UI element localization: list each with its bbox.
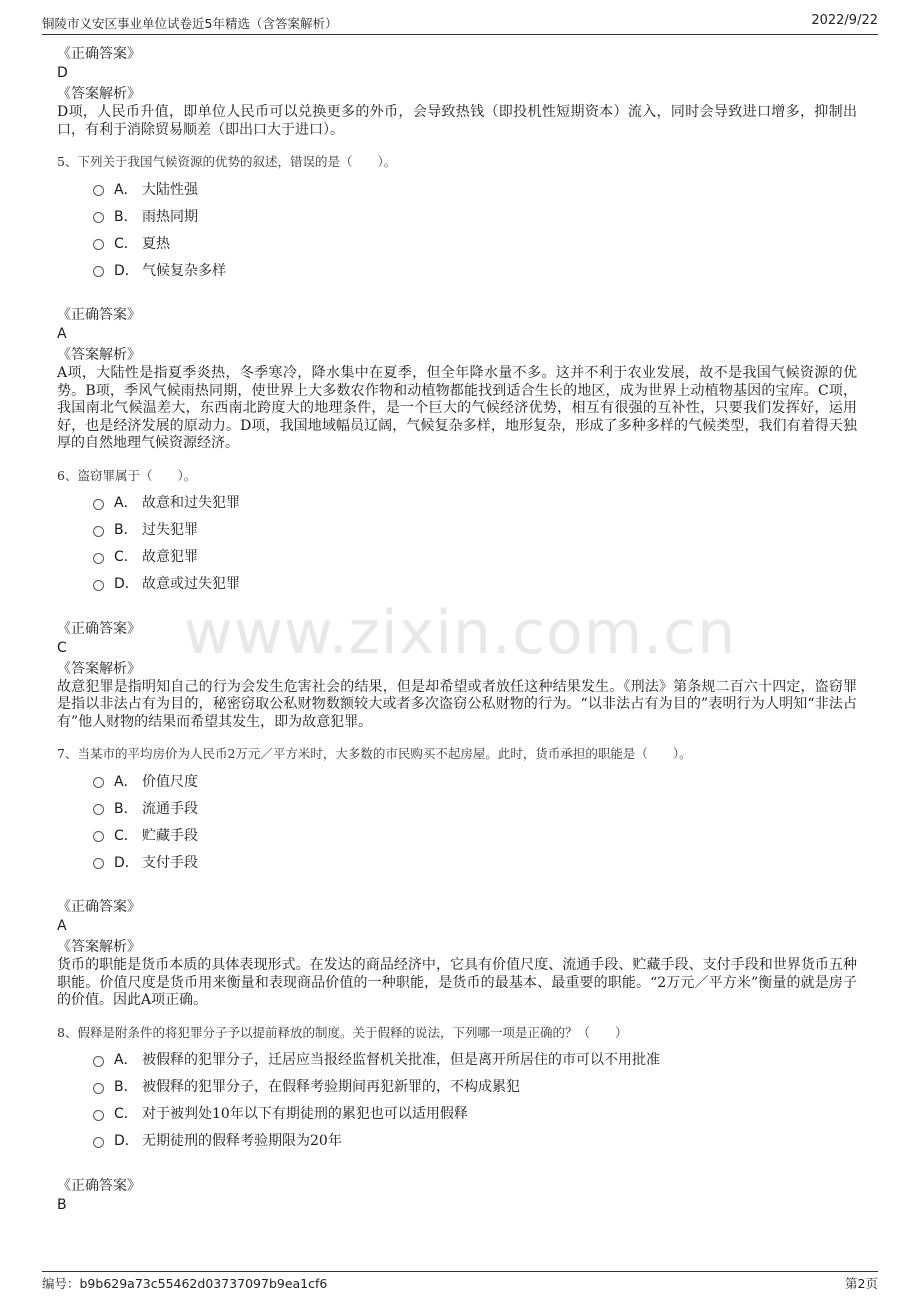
document-title: 铜陵市义安区事业单位试卷近5年精选（含答案解析）: [42, 16, 338, 31]
question-8-options: [93, 1046, 857, 1154]
option-text: 贮藏手段: [142, 827, 198, 844]
correct-answer-label: 《正确答案》: [57, 899, 141, 915]
option-letter: B．: [114, 1079, 138, 1095]
radio-icon[interactable]: [93, 266, 104, 277]
document-code: 编号：b9b629a73c55462d03737097b9ea1cf6: [42, 1276, 328, 1291]
option-b[interactable]: [93, 516, 857, 543]
option-a[interactable]: [93, 1046, 857, 1073]
option-b[interactable]: [93, 794, 857, 821]
correct-answer: D: [57, 65, 68, 81]
question-8: 8、假释是附条件的将犯罪分子予以提前释放的制度。关于假释的说法，下列哪一项是正确的？（ ）: [57, 1024, 628, 1040]
option-text: 故意犯罪: [142, 549, 198, 565]
page-number: 第2页: [845, 1276, 878, 1291]
radio-icon[interactable]: [93, 777, 104, 788]
option-letter: D．: [114, 262, 139, 279]
analysis-text: A项，大陆性是指夏季炎热，冬季寒冷，降水集中在夏季，但全年降水量不多。这并不利于农业发展，故不是我国气候资源的优势。B项，季风气候雨热同期，使世界上大多数农作物和动植物都能找到适合生长的地区，成为世界上动植物基因的宝库。C项，我国南北气候温差大，东西南北跨度大的地理条件，是一个巨大的气候经济优势，相互有很强的互补性，只要我们发挥好，运用好，也是经济发展的原动力。D项，我国地域幅员辽阔，气候复杂多样，地形复杂，形成了多种多样的气候类型，我们有着得天独厚的自然地理气候资源经济。: [57, 365, 857, 451]
question-7-options: [93, 767, 857, 875]
option-text: 被假释的犯罪分子，在假释考验期间再犯新罪的，不构成累犯: [142, 1079, 520, 1095]
option-text: 夏热: [142, 235, 170, 252]
option-a[interactable]: [93, 489, 857, 516]
page-footer: [42, 1271, 878, 1294]
radio-icon[interactable]: [93, 499, 104, 510]
option-text: 气候复杂多样: [142, 262, 226, 279]
radio-icon[interactable]: [93, 526, 104, 537]
option-text: 对于被判处10年以下有期徒刑的累犯也可以适用假释: [142, 1106, 468, 1122]
option-text: 大陆性强: [142, 181, 198, 198]
option-letter: A．: [114, 1052, 138, 1068]
analysis-label: 《答案解析》: [57, 347, 141, 363]
option-c[interactable]: [93, 543, 857, 570]
option-text: 无期徒刑的假释考验期限为20年: [142, 1133, 342, 1149]
radio-icon[interactable]: [93, 185, 104, 196]
option-letter: A．: [114, 495, 138, 511]
option-letter: A．: [114, 181, 138, 198]
radio-icon[interactable]: [93, 1137, 104, 1148]
option-letter: A．: [114, 773, 138, 790]
document-date: 2022/9/22: [811, 13, 878, 28]
watermark: www.zixin.com.cn: [183, 598, 737, 668]
option-c[interactable]: [93, 1100, 857, 1127]
option-letter: D．: [114, 1133, 139, 1149]
analysis-label: 《答案解析》: [57, 86, 141, 102]
page-header: [42, 12, 878, 35]
option-letter: C．: [114, 1106, 138, 1122]
analysis-text: 货币的职能是货币本质的具体表现形式。在发达的商品经济中，它具有价值尺度、流通手段、贮藏手段、支付手段和世界货币五种职能。价值尺度是货币用来衡量和表现商品价值的一种职能，是货币的最基本、最重要的职能。“2万元／平方米”衡量的就是房子的价值。因此A项正确。: [57, 957, 857, 1008]
option-text: 过失犯罪: [142, 522, 198, 538]
option-d[interactable]: [93, 570, 857, 597]
option-letter: D．: [114, 854, 139, 871]
option-text: 雨热同期: [142, 208, 198, 225]
radio-icon[interactable]: [93, 580, 104, 591]
option-text: 价值尺度: [142, 773, 198, 790]
question-5: 5、下列关于我国气候资源的优势的叙述，错误的是（ ）。: [57, 154, 397, 169]
option-text: 被假释的犯罪分子，迁居应当报经监督机关批准，但是离开所居住的市可以不用批准: [142, 1052, 660, 1068]
option-text: 故意和过失犯罪: [142, 495, 240, 511]
radio-icon[interactable]: [93, 1110, 104, 1121]
radio-icon[interactable]: [93, 1083, 104, 1094]
correct-answer-label: 《正确答案》: [57, 1177, 141, 1194]
radio-icon[interactable]: [93, 212, 104, 223]
analysis-text: 故意犯罪是指明知自己的行为会发生危害社会的结果，但是却希望或者放任这种结果发生。《刑法》第条规二百六十四定，盗窃罪是指以非法占有为目的，秘密窃取公私财物数额较大或者多次盗窃公私财物的行为。“以非法占有为目的”表明行为人明知“非法占有”他人财物的结果而希望其发生，即为故意犯罪。: [57, 678, 857, 730]
option-letter: C．: [114, 827, 138, 844]
correct-answer: C: [57, 639, 67, 656]
correct-answer-label: 《正确答案》: [57, 46, 141, 62]
option-b[interactable]: [93, 1073, 857, 1100]
option-letter: B．: [114, 208, 138, 225]
radio-icon[interactable]: [93, 858, 104, 869]
radio-icon[interactable]: [93, 804, 104, 815]
question-6: 6、盗窃罪属于（ ）。: [57, 467, 197, 483]
option-b[interactable]: [93, 202, 857, 229]
option-text: 流通手段: [142, 800, 198, 817]
option-d[interactable]: [93, 1127, 857, 1154]
option-letter: D．: [114, 576, 139, 592]
radio-icon[interactable]: [93, 831, 104, 842]
page-content: [57, 44, 857, 1216]
option-d[interactable]: [93, 256, 857, 283]
option-text: 故意或过失犯罪: [142, 576, 240, 592]
analysis-label: 《答案解析》: [57, 660, 141, 677]
radio-icon[interactable]: [93, 239, 104, 250]
correct-answer: A: [57, 326, 67, 342]
option-letter: B．: [114, 522, 138, 538]
radio-icon[interactable]: [93, 553, 104, 564]
correct-answer-label: 《正确答案》: [57, 307, 141, 323]
option-text: 支付手段: [142, 854, 198, 871]
radio-icon[interactable]: [93, 1056, 104, 1067]
option-letter: B．: [114, 800, 138, 817]
analysis-text: D项，人民币升值，即单位人民币可以兑换更多的外币，会导致热钱（即投机性短期资本）流入，同时会导致进口增多，抑制出口，有利于消除贸易顺差（即出口大于进口）。: [57, 104, 857, 138]
correct-answer: A: [57, 918, 67, 934]
option-c[interactable]: [93, 821, 857, 848]
question-5-options: [93, 175, 857, 283]
option-letter: C．: [114, 235, 138, 252]
option-a[interactable]: [93, 175, 857, 202]
question-6-options: [93, 489, 857, 597]
correct-answer-label: 《正确答案》: [57, 620, 141, 637]
correct-answer: B: [57, 1196, 67, 1213]
option-c[interactable]: [93, 229, 857, 256]
option-d[interactable]: [93, 848, 857, 875]
question-7: 7、当某市的平均房价为人民币2万元／平方米时，大多数的市民购买不起房屋。此时，货币承担的职能是（ ）。: [57, 746, 692, 761]
option-letter: C．: [114, 549, 138, 565]
analysis-label: 《答案解析》: [57, 939, 141, 955]
option-a[interactable]: [93, 767, 857, 794]
